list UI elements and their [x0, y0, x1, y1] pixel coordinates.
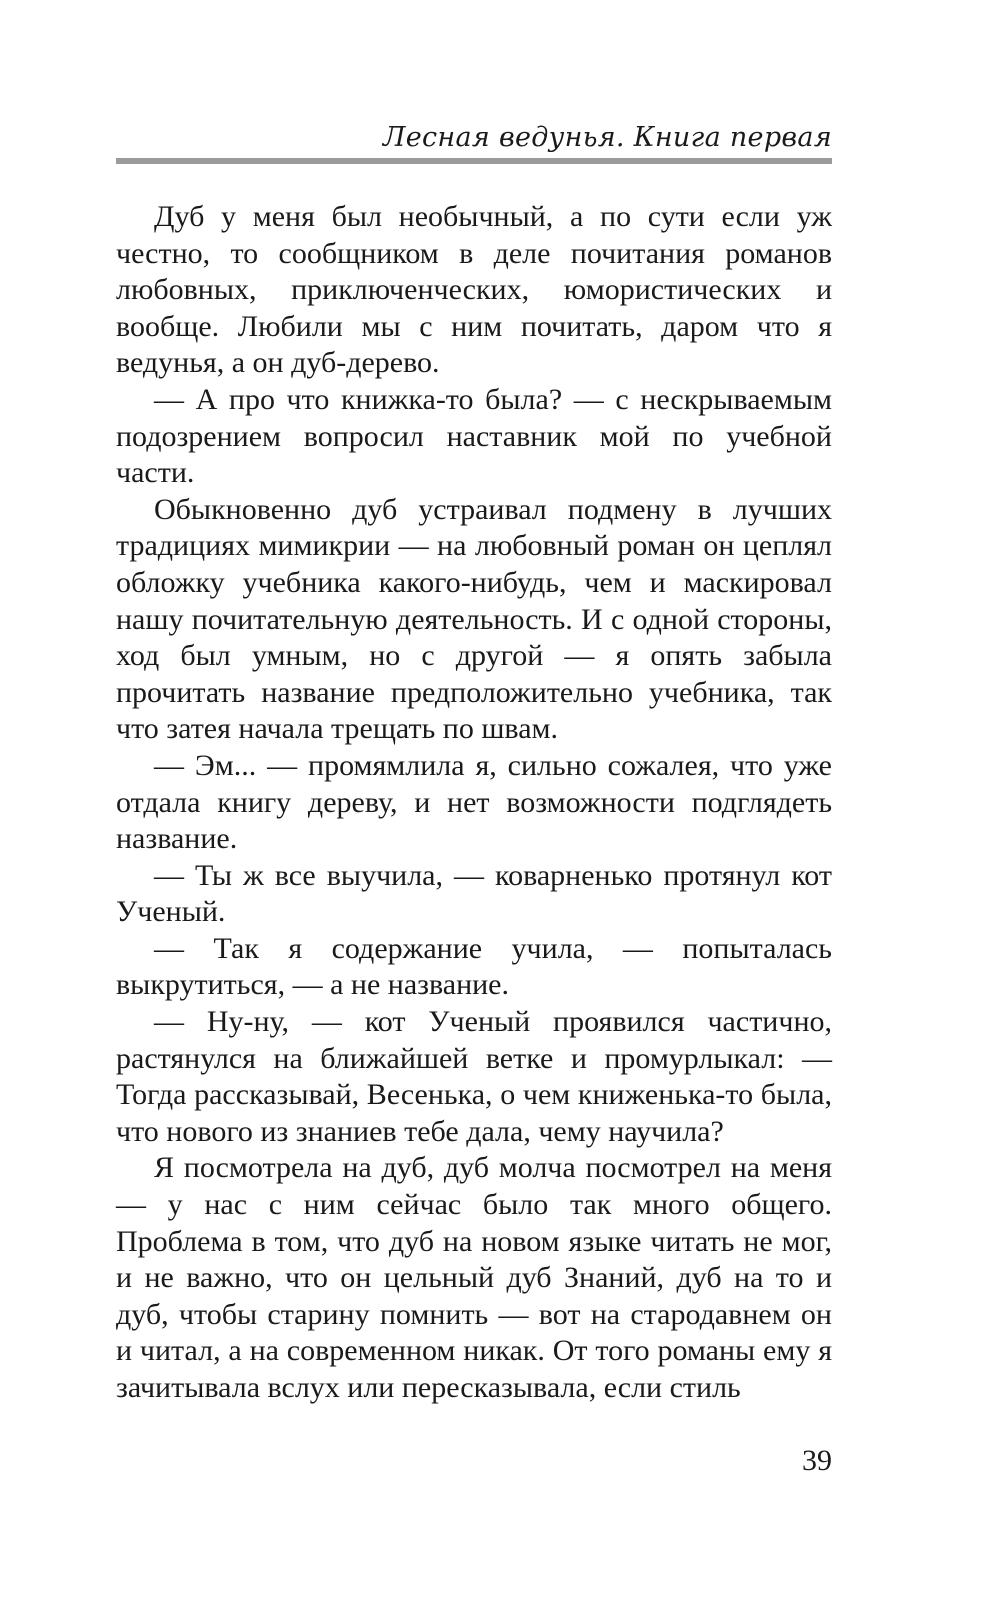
running-head: Лесная ведунья. Книга первая — [382, 122, 832, 153]
header-rule — [116, 158, 832, 164]
paragraph: — Эм... — промямлила я, сильно сожалея, что уже отдала книгу дереву, и нет возможности подглядеть название. — [116, 748, 832, 856]
page-number: 39 — [802, 1444, 832, 1477]
paragraph: — Ну-ну, — кот Ученый проявился частично, растянулся на ближайшей ветке и промурлыкал: — Тогда рассказывай, Весенька, о чем книженька-то была, что нового из знаниев тебе дала, чему научила? — [116, 1005, 832, 1148]
paragraph: — Ты ж все выучила, — коварненько протянул кот Ученый. — [116, 858, 832, 929]
paragraph: — Так я содержание учила, — попыталась выкрутиться, — а не название. — [116, 931, 832, 1002]
paragraph: — А про что книжка-то была? — с нескрываемым подозрением вопросил наставник мой по учебной части. — [116, 382, 832, 490]
paragraph: Дуб у меня был необычный, а по сути если уж честно, то сообщником в деле почитания романов любовных, приключенческих, юмористических и вообще. Любили мы с ним почитать, даром что я ведунья, а он дуб-дерево. — [116, 200, 832, 380]
paragraph: Я посмотрела на дуб, дуб молча посмотрел на меня — у нас с ним сейчас было так много общего. Проблема в том, что дуб на новом языке читать не мог, и не важно, что он цельный дуб Знаний, дуб на то и дуб, чтобы старину помнить — вот на стародавнем он и читал, а на современном никак. От того романы ему я зачитывала вслух или пересказывала, если стиль — [116, 1151, 832, 1404]
paragraph: Обыкновенно дуб устраивал подмену в лучших традициях мимикрии — на любовный роман он цеплял обложку учебника какого-нибудь, чем и маскировал нашу почитательную деятельность. И с одной стороны, ход был умным, но с другой — я опять забыла прочитать название предположительно учебника, так что затея начала трещать по швам. — [116, 492, 832, 746]
body-text — [116, 199, 832, 1407]
